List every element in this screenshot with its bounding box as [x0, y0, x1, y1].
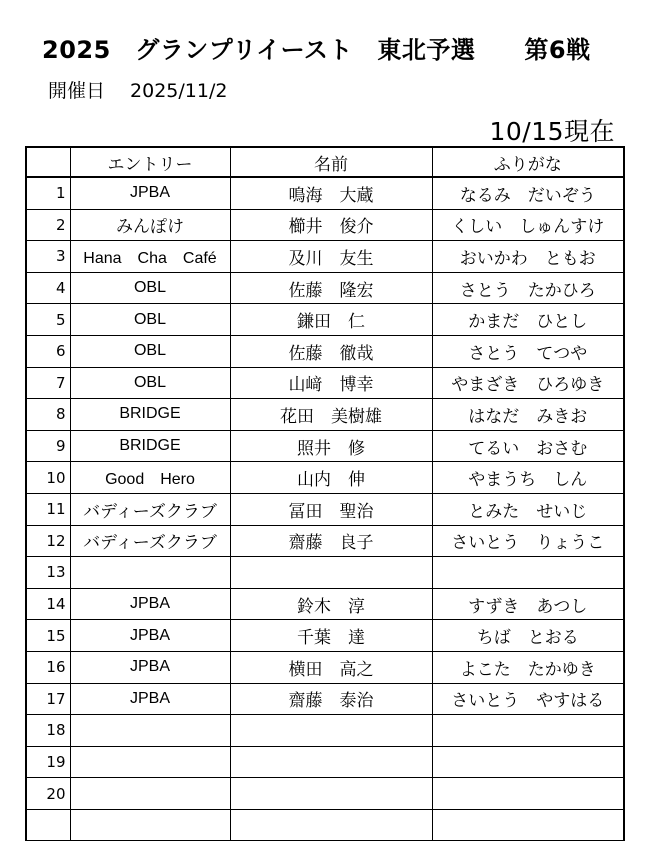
- row-number-cell: 13: [26, 557, 70, 589]
- entry-cell: [70, 715, 230, 747]
- furigana-cell: なるみ だいぞう: [432, 177, 624, 209]
- name-cell: 鳴海 大蔵: [230, 177, 432, 209]
- column-header-furigana: ふりがな: [432, 147, 624, 177]
- furigana-cell: はなだ みきお: [432, 399, 624, 431]
- name-cell: 照井 修: [230, 430, 432, 462]
- row-number-cell: 6: [26, 335, 70, 367]
- table-row: [26, 778, 624, 810]
- furigana-cell: ちば とおる: [432, 620, 624, 652]
- entry-cell: BRIDGE: [70, 430, 230, 462]
- table-header-row: [26, 147, 624, 177]
- furigana-cell: [432, 809, 624, 841]
- row-number-cell: 19: [26, 746, 70, 778]
- table-row: [26, 304, 624, 336]
- entry-cell: JPBA: [70, 683, 230, 715]
- table-row: [26, 177, 624, 209]
- furigana-cell: おいかわ ともお: [432, 241, 624, 273]
- furigana-cell: [432, 715, 624, 747]
- table-row: [26, 462, 624, 494]
- row-number-cell: 15: [26, 620, 70, 652]
- name-cell: 佐藤 徹哉: [230, 335, 432, 367]
- entry-cell: [70, 809, 230, 841]
- as-of-date: 10/15現在: [489, 117, 615, 146]
- entry-cell: OBL: [70, 367, 230, 399]
- entry-cell: [70, 746, 230, 778]
- table-row: [26, 683, 624, 715]
- name-cell: 及川 友生: [230, 241, 432, 273]
- table-row: [26, 715, 624, 747]
- name-cell: [230, 809, 432, 841]
- entry-cell: JPBA: [70, 588, 230, 620]
- row-number-cell: 8: [26, 399, 70, 431]
- row-number-cell: 20: [26, 778, 70, 810]
- furigana-cell: さとう たかひろ: [432, 272, 624, 304]
- row-number-cell: 12: [26, 525, 70, 557]
- row-number-cell: 2: [26, 209, 70, 241]
- name-cell: 冨田 聖治: [230, 493, 432, 525]
- name-cell: 齋藤 泰治: [230, 683, 432, 715]
- row-number-cell: 14: [26, 588, 70, 620]
- page-title: 2025 グランプリイースト 東北予選 第6戦: [42, 36, 591, 64]
- name-cell: 千葉 達: [230, 620, 432, 652]
- furigana-cell: さいとう やすはる: [432, 683, 624, 715]
- entry-cell: OBL: [70, 304, 230, 336]
- row-number-cell: 16: [26, 651, 70, 683]
- name-cell: 山﨑 博幸: [230, 367, 432, 399]
- table-row: [26, 335, 624, 367]
- furigana-cell: すずき あつし: [432, 588, 624, 620]
- table-row: [26, 272, 624, 304]
- name-cell: 横田 高之: [230, 651, 432, 683]
- name-cell: 花田 美樹雄: [230, 399, 432, 431]
- row-number-cell: 17: [26, 683, 70, 715]
- furigana-cell: かまだ ひとし: [432, 304, 624, 336]
- entry-cell: BRIDGE: [70, 399, 230, 431]
- entry-cell: [70, 557, 230, 589]
- furigana-cell: てるい おさむ: [432, 430, 624, 462]
- row-number-cell: 1: [26, 177, 70, 209]
- table-row: [26, 557, 624, 589]
- name-cell: 櫛井 俊介: [230, 209, 432, 241]
- entry-cell: [70, 778, 230, 810]
- row-number-cell: 9: [26, 430, 70, 462]
- row-number-cell: 3: [26, 241, 70, 273]
- furigana-cell: くしい しゅんすけ: [432, 209, 624, 241]
- name-cell: 鈴木 淳: [230, 588, 432, 620]
- column-header-number: [26, 147, 70, 177]
- table-row: [26, 746, 624, 778]
- entry-cell: みんぽけ: [70, 209, 230, 241]
- row-number-cell: 7: [26, 367, 70, 399]
- row-number-cell: 10: [26, 462, 70, 494]
- table-row: [26, 651, 624, 683]
- column-header-name: 名前: [230, 147, 432, 177]
- entry-cell: バディーズクラブ: [70, 493, 230, 525]
- name-cell: 鎌田 仁: [230, 304, 432, 336]
- table-row: [26, 367, 624, 399]
- table-row: [26, 241, 624, 273]
- entry-cell: OBL: [70, 272, 230, 304]
- row-number-cell: 11: [26, 493, 70, 525]
- furigana-cell: さとう てつや: [432, 335, 624, 367]
- column-header-entry: エントリー: [70, 147, 230, 177]
- name-cell: [230, 746, 432, 778]
- name-cell: [230, 778, 432, 810]
- row-number-cell: 18: [26, 715, 70, 747]
- entry-cell: Hana Cha Café: [70, 241, 230, 273]
- entry-cell: OBL: [70, 335, 230, 367]
- table-row: [26, 525, 624, 557]
- furigana-cell: さいとう りょうこ: [432, 525, 624, 557]
- entry-table: [25, 146, 625, 841]
- furigana-cell: [432, 557, 624, 589]
- table-row: [26, 430, 624, 462]
- name-cell: 佐藤 隆宏: [230, 272, 432, 304]
- name-cell: 齋藤 良子: [230, 525, 432, 557]
- furigana-cell: [432, 778, 624, 810]
- entry-cell: JPBA: [70, 620, 230, 652]
- table-row: [26, 620, 624, 652]
- entry-cell: JPBA: [70, 177, 230, 209]
- name-cell: [230, 557, 432, 589]
- table-row: [26, 588, 624, 620]
- furigana-cell: よこた たかゆき: [432, 651, 624, 683]
- row-number-cell: 5: [26, 304, 70, 336]
- entry-cell: バディーズクラブ: [70, 525, 230, 557]
- furigana-cell: とみた せいじ: [432, 493, 624, 525]
- furigana-cell: [432, 746, 624, 778]
- furigana-cell: やまうち しん: [432, 462, 624, 494]
- table-row: [26, 209, 624, 241]
- row-number-cell: [26, 809, 70, 841]
- table-row: [26, 399, 624, 431]
- row-number-cell: 4: [26, 272, 70, 304]
- table-row: [26, 493, 624, 525]
- event-date: 開催日 2025/11/2: [48, 80, 228, 102]
- name-cell: [230, 715, 432, 747]
- table-row: [26, 809, 624, 841]
- furigana-cell: やまざき ひろゆき: [432, 367, 624, 399]
- entry-cell: JPBA: [70, 651, 230, 683]
- entry-cell: Good Hero: [70, 462, 230, 494]
- name-cell: 山内 伸: [230, 462, 432, 494]
